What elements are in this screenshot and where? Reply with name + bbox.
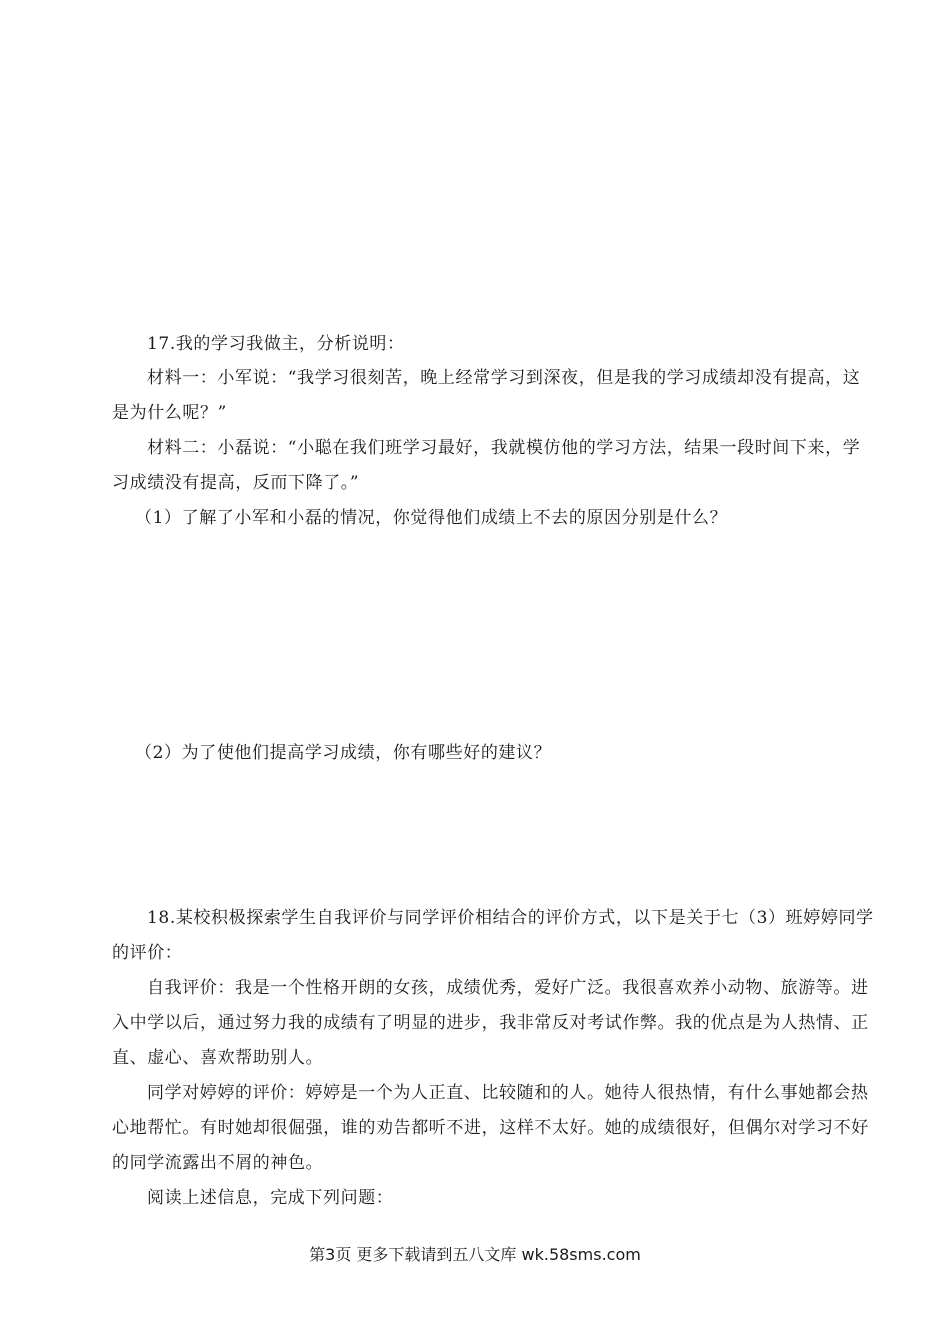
q18-self-eval-line2: 入中学以后，通过努力我的成绩有了明显的进步，我非常反对考试作弊。我的优点是为人热情、正 [112, 1013, 869, 1033]
q18-peer-eval-line1: 同学对婷婷的评价：婷婷是一个为人正直、比较随和的人。她待人很热情，有什么事她都会热 [147, 1083, 869, 1103]
q17-title: 17.我的学习我做主，分析说明： [147, 334, 405, 354]
q18-peer-eval-line2: 心地帮忙。有时她却很倔强，谁的劝告都听不进，这样不太好。她的成绩很好，但偶尔对学习不好 [112, 1118, 869, 1138]
q18-title-line2: 的评价： [112, 943, 183, 963]
q17-sub-question-2: （2）为了使他们提高学习成绩，你有哪些好的建议？ [135, 743, 552, 763]
q18-title-line1: 18.某校积极探索学生自我评价与同学评价相结合的评价方式，以下是关于七（3）班婷婷同学 [147, 908, 874, 928]
q18-prompt: 阅读上述信息，完成下列问题： [147, 1188, 394, 1208]
page-footer: 第3页 更多下载请到五八文库 wk.58sms.com [309, 1245, 641, 1264]
q18-self-eval-line1: 自我评价：我是一个性格开朗的女孩，成绩优秀，爱好广泛。我很喜欢养小动物、旅游等。进 [147, 978, 869, 998]
q17-material2-line2: 习成绩没有提高，反而下降了。” [112, 473, 360, 493]
q18-self-eval-line3: 直、虚心、喜欢帮助别人。 [112, 1048, 324, 1068]
q17-sub-question-1: （1）了解了小军和小磊的情况，你觉得他们成绩上不去的原因分别是什么？ [135, 508, 728, 528]
q17-material2-line1: 材料二：小磊说：“小聪在我们班学习最好，我就模仿他的学习方法，结果一段时间下来，学 [147, 438, 861, 458]
q17-material1-line2: 是为什么呢？” [112, 403, 227, 423]
q18-peer-eval-line3: 的同学流露出不屑的神色。 [112, 1153, 324, 1173]
q17-material1-line1: 材料一：小军说：“我学习很刻苦，晚上经常学习到深夜，但是我的学习成绩却没有提高，这 [147, 368, 861, 388]
